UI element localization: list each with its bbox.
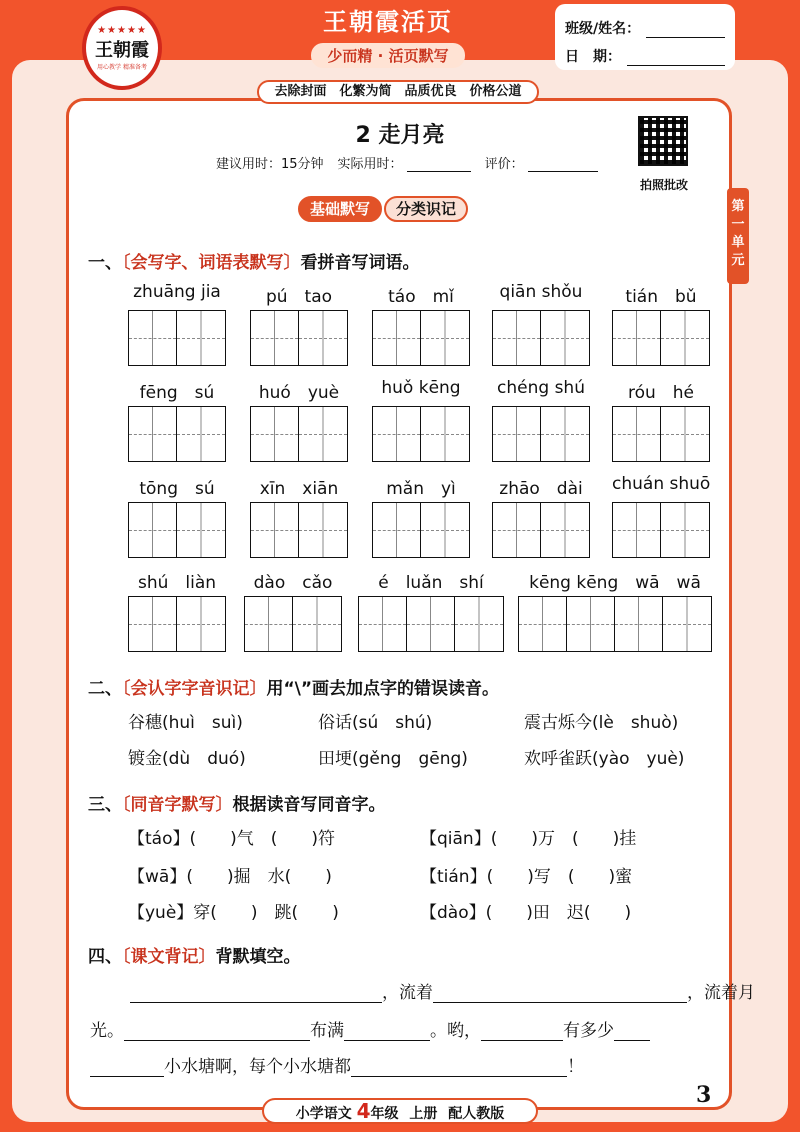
writing-cell[interactable]	[493, 311, 541, 365]
pinyin-label: é luǎn shí	[378, 573, 484, 593]
word-group	[372, 474, 470, 558]
footer-grade: 4	[356, 1099, 371, 1123]
character-grid	[492, 406, 590, 462]
recite-blank[interactable]	[344, 1023, 430, 1041]
recite-blank[interactable]	[124, 1023, 310, 1041]
writing-cell[interactable]	[613, 407, 661, 461]
homophone-item[interactable]: 【tián】( )写 ( )蜜	[420, 867, 633, 887]
writing-cell[interactable]	[661, 503, 709, 557]
qr-code-icon[interactable]	[638, 116, 688, 166]
pron-item[interactable]: 田埂(gěng gēng)	[318, 749, 468, 769]
footer-banner	[262, 1098, 538, 1124]
word-group	[358, 568, 504, 652]
character-grid	[358, 596, 504, 652]
character-grid	[372, 310, 470, 366]
writing-cell[interactable]	[613, 503, 661, 557]
writing-cell[interactable]	[359, 597, 407, 651]
writing-cell[interactable]	[613, 311, 661, 365]
page-number: 3	[696, 1082, 712, 1108]
word-group	[128, 568, 226, 652]
writing-cell[interactable]	[541, 407, 589, 461]
recite-blank[interactable]	[614, 1023, 650, 1041]
writing-cell[interactable]	[129, 407, 177, 461]
writing-cell[interactable]	[251, 311, 299, 365]
student-info-box	[555, 4, 735, 70]
homophone-item[interactable]: 【qiān】( )万 ( )挂	[420, 829, 637, 849]
homophone-item[interactable]: 【dào】( )田 迟( )	[420, 903, 632, 923]
pinyin-label: chéng shú	[497, 378, 585, 398]
section1-instruction: 看拼音写词语。	[300, 253, 420, 273]
pinyin-label: mǎn yì	[386, 479, 456, 499]
writing-cell[interactable]	[299, 311, 347, 365]
character-grid	[612, 406, 710, 462]
word-group	[612, 474, 710, 558]
homophone-item[interactable]: 【wā】( )掘 水( )	[128, 867, 332, 887]
recite-line-2	[90, 1016, 650, 1041]
writing-cell[interactable]	[299, 503, 347, 557]
writing-cell[interactable]	[373, 407, 421, 461]
word-group	[492, 474, 590, 558]
rating-label: 评价：	[484, 157, 524, 172]
tag-basic-dictation: 基础默写	[298, 196, 382, 222]
section-tags	[298, 196, 468, 222]
writing-cell[interactable]	[293, 597, 341, 651]
brand-subtitle: 少而精 · 活页默写	[311, 43, 464, 68]
pinyin-label: dào cǎo	[253, 573, 333, 593]
pinyin-label: zhuāng jia	[133, 282, 221, 302]
logo-stars: ★★★★★	[97, 25, 147, 36]
suggested-time: 建议用时：15分钟	[216, 157, 324, 172]
section3-category: 〔同音字默写〕	[122, 795, 233, 815]
section1-num: 一、	[88, 253, 122, 273]
word-group	[250, 378, 348, 462]
writing-cell[interactable]	[615, 597, 663, 651]
writing-cell[interactable]	[541, 311, 589, 365]
pron-item[interactable]: 震古烁今(lè shuò)	[524, 713, 679, 733]
character-grid	[518, 596, 712, 652]
writing-cell[interactable]	[519, 597, 567, 651]
writing-cell[interactable]	[177, 407, 225, 461]
writing-cell[interactable]	[245, 597, 293, 651]
tag-category-memory: 分类识记	[384, 196, 468, 222]
recite-text: 小水塘啊，每个小水塘都	[164, 1057, 351, 1077]
word-group	[128, 282, 226, 366]
character-grid	[612, 310, 710, 366]
pron-item[interactable]: 谷穗(huì suì)	[128, 713, 243, 733]
writing-cell[interactable]	[373, 311, 421, 365]
footer-term: 上册	[409, 1106, 438, 1122]
section1-category: 〔会写字、词语表默写〕	[122, 253, 301, 273]
pinyin-label: táo mǐ	[388, 287, 454, 307]
writing-cell[interactable]	[567, 597, 615, 651]
character-grid	[244, 596, 342, 652]
pinyin-label: tōng sú	[139, 479, 215, 499]
word-group	[250, 474, 348, 558]
section2-num: 二、	[88, 679, 122, 699]
homophone-item[interactable]: 【yuè】穿( ) 跳( )	[128, 903, 339, 923]
writing-cell[interactable]	[129, 503, 177, 557]
section2-category: 〔会认字字音识记〕	[122, 679, 267, 699]
writing-cell[interactable]	[493, 407, 541, 461]
section3-num: 三、	[88, 795, 122, 815]
qr-label: 拍照批改	[639, 178, 688, 192]
homophone-item[interactable]: 【táo】( )气 ( )符	[128, 829, 336, 849]
pinyin-label: shú liàn	[137, 573, 217, 593]
character-grid	[128, 406, 226, 462]
recite-text: ！	[567, 1057, 584, 1077]
pinyin-label: tián bǔ	[625, 287, 697, 307]
word-group	[518, 568, 712, 652]
writing-cell[interactable]	[541, 503, 589, 557]
section2-instruction: 用“\”画去加点字的错误读音。	[266, 679, 500, 699]
actual-time-label: 实际用时：	[337, 157, 403, 172]
recite-blank[interactable]	[351, 1059, 567, 1077]
logo-subtitle: 用心教学 精准备考	[97, 64, 147, 71]
class-name-label: 班级/姓名：	[565, 21, 641, 37]
section4-num: 四、	[88, 947, 122, 967]
recite-text: ，流着月	[687, 983, 755, 1003]
writing-cell[interactable]	[177, 503, 225, 557]
word-group	[128, 474, 226, 558]
pron-item[interactable]: 欢呼雀跃(yào yuè)	[524, 749, 685, 769]
footer-edition: 配人教版	[448, 1106, 505, 1122]
recite-blank[interactable]	[130, 985, 382, 1003]
character-grid	[250, 406, 348, 462]
date-label: 日 期：	[565, 49, 621, 65]
recite-line-1	[90, 978, 755, 1003]
writing-cell[interactable]	[455, 597, 503, 651]
timing-row	[216, 153, 612, 172]
recite-text: ，流着	[382, 983, 433, 1003]
section4-category: 〔课文背记〕	[122, 947, 216, 967]
pinyin-label: fēng sú	[139, 383, 215, 403]
footer-grade-suffix: 年级	[370, 1106, 399, 1122]
recite-text: 有多少	[563, 1021, 614, 1041]
writing-cell[interactable]	[129, 311, 177, 365]
character-grid	[372, 502, 470, 558]
brand-banner	[282, 0, 494, 72]
character-grid	[128, 502, 226, 558]
pinyin-label: xīn xiān	[259, 479, 339, 499]
writing-cell[interactable]	[373, 503, 421, 557]
recite-blank[interactable]	[481, 1023, 563, 1041]
writing-cell[interactable]	[251, 503, 299, 557]
class-name-field[interactable]	[646, 22, 725, 38]
character-grid	[128, 310, 226, 366]
pinyin-label: zhāo dài	[499, 479, 583, 499]
actual-time-field[interactable]	[407, 158, 471, 172]
rating-field[interactable]	[528, 158, 598, 172]
pinyin-label: huó yuè	[258, 383, 340, 403]
pinyin-label: kēng kēng wā wā	[529, 573, 701, 593]
word-group	[244, 568, 342, 652]
brand-logo	[82, 6, 162, 90]
pinyin-label: qiān shǒu	[499, 282, 583, 302]
character-grid	[372, 406, 470, 462]
recite-text: 布满	[310, 1021, 344, 1041]
section3-title	[88, 790, 386, 815]
writing-cell[interactable]	[129, 597, 177, 651]
pinyin-label: róu hé	[627, 383, 695, 403]
writing-cell[interactable]	[251, 407, 299, 461]
character-grid	[492, 502, 590, 558]
writing-cell[interactable]	[421, 407, 469, 461]
word-group	[492, 282, 590, 366]
character-grid	[128, 596, 226, 652]
section2-title	[88, 674, 499, 699]
brand-title: 王朝霞活页	[323, 7, 453, 36]
writing-cell[interactable]	[421, 311, 469, 365]
writing-cell[interactable]	[407, 597, 455, 651]
writing-cell[interactable]	[663, 597, 711, 651]
footer-subject: 小学语文	[295, 1106, 352, 1122]
word-group	[372, 282, 470, 366]
section1-title	[88, 248, 420, 273]
word-group	[128, 378, 226, 462]
writing-cell[interactable]	[661, 311, 709, 365]
word-group	[492, 378, 590, 462]
pinyin-label: chuán shuō	[612, 474, 711, 494]
unit-tab: 第一单元	[727, 188, 749, 284]
section4-title	[88, 942, 301, 967]
character-grid	[250, 310, 348, 366]
word-group	[612, 378, 710, 462]
word-group	[250, 282, 348, 366]
recite-line-3	[90, 1052, 584, 1077]
pinyin-label: huǒ kēng	[381, 378, 461, 398]
writing-cell[interactable]	[299, 407, 347, 461]
character-grid	[612, 502, 710, 558]
lesson-title: 2 走月亮	[355, 123, 445, 148]
pron-item[interactable]: 俗话(sú shú)	[318, 713, 433, 733]
character-grid	[492, 310, 590, 366]
recite-text: 光。	[90, 1021, 124, 1041]
word-group	[612, 282, 710, 366]
recite-blank[interactable]	[90, 1059, 164, 1077]
slogan-banner: 去除封面 化繁为简 品质优良 价格公道	[257, 80, 539, 104]
character-grid	[250, 502, 348, 558]
writing-cell[interactable]	[493, 503, 541, 557]
pinyin-label: pú tao	[265, 287, 333, 307]
section4-instruction: 背默填空。	[215, 947, 301, 967]
date-field[interactable]	[627, 50, 725, 66]
section3-instruction: 根据读音写同音字。	[232, 795, 386, 815]
recite-text: 。哟，	[430, 1021, 481, 1041]
writing-cell[interactable]	[661, 407, 709, 461]
writing-cell[interactable]	[177, 597, 225, 651]
pron-item[interactable]: 镀金(dù duó)	[128, 749, 246, 769]
writing-cell[interactable]	[421, 503, 469, 557]
logo-name: 王朝霞	[95, 40, 149, 61]
recite-blank[interactable]	[433, 985, 687, 1003]
writing-cell[interactable]	[177, 311, 225, 365]
word-group	[372, 378, 470, 462]
